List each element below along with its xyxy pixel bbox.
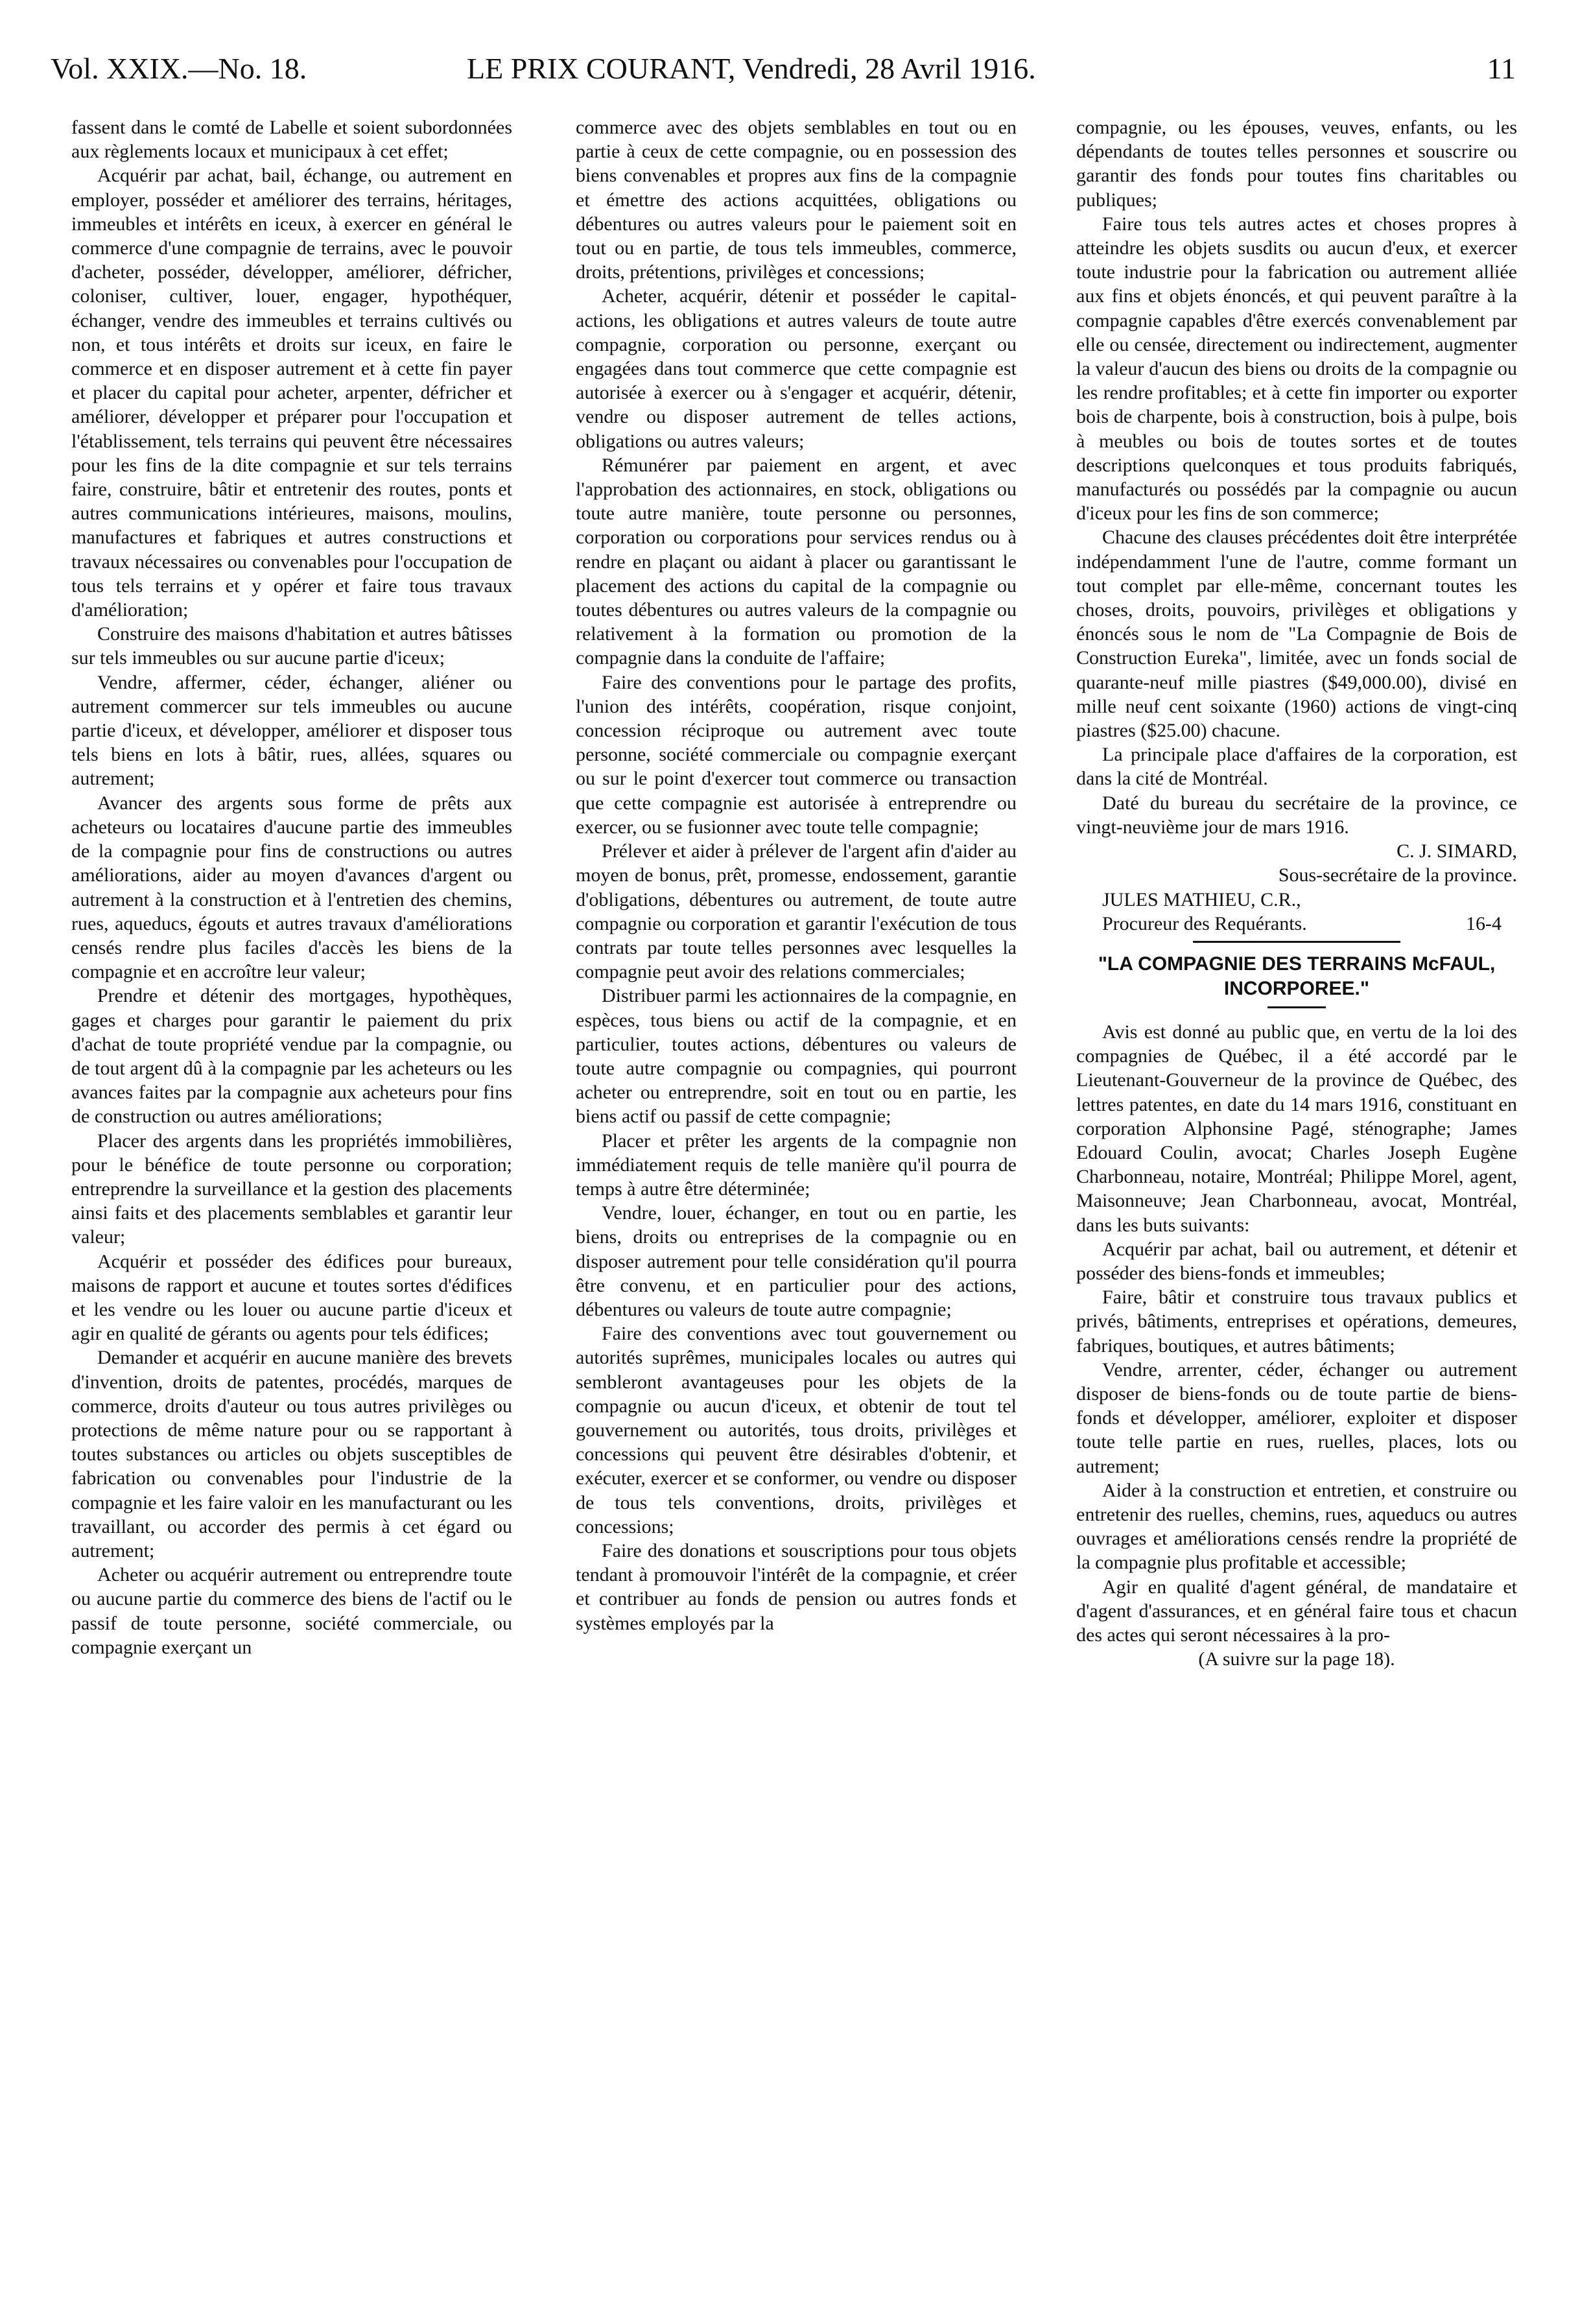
page-number: 11: [1487, 52, 1516, 85]
heading-rule: [1267, 1006, 1326, 1008]
page-header: [51, 43, 1516, 95]
paragraph: Faire, bâtir et construire tous travaux publics et privés, bâtiments, entreprises et opérations, demeures, fabriques, boutiques, et autres bâtiments;: [1076, 1286, 1517, 1357]
column-2: [576, 115, 1017, 1635]
paragraph: Faire des conventions avec tout gouvernement ou autorités suprêmes, municipales locales ou autres qui sembleront avantageuses pour les objets de la compagnie ou aucun d'iceux, et obtenir de tout tel gouvernement ou autorités, tous droits, privilèges et concessions qui peuvent être désirables d'obtenir, et exécuter, exercer et se conformer, ou vendre ou disposer de tous tels conventions, droits, privilèges et concessions;: [576, 1323, 1017, 1537]
paragraph: Rémunérer par paiement en argent, et avec l'approbation des actionnaires, en stock, obligations ou toute autre manière, toute personne ou personnes, corporation ou corporations pour services rendus ou à rendre en plaçant ou aidant à placer ou garantissant le placement des actions du capital de la compagnie ou toutes débentures ou autres valeurs de la compagnie ou relativement à la formation ou promotion de la compagnie dans la conduite de l'affaire;: [576, 454, 1017, 669]
paragraph: Construire des maisons d'habitation et autres bâtisses sur tels immeubles ou sur aucune partie d'iceux;: [71, 623, 512, 669]
paragraph: Acheter ou acquérir autrement ou entreprendre toute ou aucune partie du commerce des biens de l'actif ou le passif de toute personne, société commerciale, ou compagnie exerçant un: [71, 1564, 512, 1658]
paragraph: Placer des argents dans les propriétés immobilières, pour le bénéfice de toute personne ou corporation; entreprendre la surveillance et la gestion des placements ainsi faits et des placements semblables et garantir leur valeur;: [71, 1130, 512, 1248]
paragraph: Daté du bureau du secrétaire de la province, ce vingt-neuvième jour de mars 1916.: [1076, 792, 1517, 838]
procureur-name: JULES MATHIEU, C.R.,: [1102, 888, 1301, 910]
paragraph: commerce avec des objets semblables en tout ou en partie à ceux de cette compagnie, ou en possession des biens convenables et propres aux fins de la compagnie et émettre des actions acquittées, obligations ou débentures ou autres valeurs pour le paiement soit en tout ou en partie, de tous tels immeubles, commerce, droits, prétentions, privilèges et concessions;: [576, 117, 1017, 283]
procureur-title: Procureur des Requérants.: [1102, 912, 1307, 934]
procureur-line: [1076, 912, 1517, 936]
paragraph: Avancer des argents sous forme de prêts aux acheteurs ou locataires d'aucune partie des immeubles de la compagnie pour fins de constructions ou autres améliorations, aider au moyen d'avances d'argent ou autrement à la construction et à l'entretien des chemins, rues, aqueducs, égouts et autres travaux d'améliorations censés rendre plus faciles d'accès les biens de la compagnie et en accroître leur valeur;: [71, 792, 512, 983]
paragraph: Acquérir par achat, bail, échange, ou autrement en employer, posséder et améliorer des terrains, héritages, immeubles et intérêts en iceux, à exercer en général le commerce d'une compagnie de terrains, avec le pouvoir d'acheter, posséder, développer, améliorer, défricher, coloniser, cultiver, louer, engager, hypothéquer, échanger, vendre des immeubles et terrains cultivés ou non, et tous intérêts et droits sur iceux, en faire le commerce et en disposer autrement et à cette fin payer et placer du capital pour acheter, arpenter, défricher et améliorer, développer et préparer pour l'occupation et l'établissement, tels terrains qui peuvent être nécessaires pour les fins de la dite compagnie et sur tels terrains faire, construire, bâtir et entretenir des routes, ponts et autres communications intérieures, maisons, moulins, manufactures et fabriques et autres constructions et travaux nécessaires ou convenables pour l'occupation de tous tels terrains et y opérer et faire tous travaux d'amélioration;: [71, 165, 512, 621]
paragraph: Vendre, affermer, céder, échanger, aliéner ou autrement commercer sur tels immeubles ou aucune partie d'iceux, et développer, améliorer et disposer tous tels biens en lots à bâtir, rues, allées, squares ou autrement;: [71, 671, 512, 790]
continued-note: (A suivre sur la page 18).: [1198, 1648, 1395, 1670]
paragraph: Acquérir par achat, bail ou autrement, et détenir et posséder des biens-fonds et immeubles;: [1076, 1238, 1517, 1284]
paragraph: Vendre, louer, échanger, en tout ou en partie, les biens, droits ou entreprises de la compagnie ou en disposer autrement pour telle considération qu'il pourra être convenu, et en particulier pour des actions, débentures ou valeurs de toute autre compagnie;: [576, 1202, 1017, 1320]
paragraph: Acheter, acquérir, détenir et posséder le capital-actions, les obligations et autres valeurs de toute autre compagnie, corporation ou personne, exerçant ou engagées dans tout commerce que cette compagnie est autorisée à exercer ou à s'engager et acquérir, détenir, vendre ou disposer autrement de telles actions, obligations ou autres valeurs;: [576, 285, 1017, 452]
paragraph: Placer et prêter les argents de la compagnie non immédiatement requis de telle manière qu'il pourra de temps à autre être déterminée;: [576, 1130, 1017, 1200]
paragraph: Faire des donations et souscriptions pour tous objets tendant à promouvoir l'intérêt de la compagnie, et créer et contribuer au fonds de pension ou autres fonds et systèmes employés par la: [576, 1539, 1017, 1634]
paragraph: Chacune des clauses précédentes doit être interprétée indépendamment l'une de l'autre, comme formant un tout complet par elle-même, concernant toutes les choses, droits, pouvoirs, privilèges et obligations y énoncés sous le nom de "La Compagnie de Bois de Construction Eureka", limitée, avec un fonds social de quarante-neuf mille piastres ($49,000.00), divisé en mille neuf cent soixante (1960) actions de vingt-cinq piastres ($25.00) chacune.: [1076, 527, 1517, 742]
paragraph: Distribuer parmi les actionnaires de la compagnie, en espèces, tous biens ou actif de la compagnie, et en particulier, toutes actions, débentures ou valeurs de toute autre compagnie ou compagnies, qui pourront acheter ou entreprendre, soit en tout ou en partie, les biens actif ou passif de cette compagnie;: [576, 985, 1017, 1128]
notice-reference: 16-4: [1466, 912, 1502, 934]
volume-number: Vol. XXIX.—No. 18.: [51, 52, 307, 85]
column-1: [71, 115, 512, 1659]
paragraph: Aider à la construction et entretien, et construire ou entretenir des ruelles, chemins, rues, aqueducs ou autres ouvrages et améliorations censés rendre la propriété de la compagnie plus profitable et accessible;: [1076, 1479, 1517, 1574]
paragraph: La principale place d'affaires de la corporation, est dans la cité de Montréal.: [1076, 744, 1517, 790]
newspaper-title: LE PRIX COURANT, Vendredi, 28 Avril 1916.: [467, 52, 1036, 85]
signature-name: C. J. SIMARD,: [1397, 840, 1517, 862]
paragraph: Vendre, arrenter, céder, échanger ou autrement disposer de biens-fonds ou de toute partie de biens-fonds et développer, améliorer, exploiter et disposer toute telle partie en rues, ruelles, places, lots ou autrement;: [1076, 1358, 1517, 1477]
paragraph: Prendre et détenir des mortgages, hypothèques, gages et charges pour garantir le paiement du prix d'achat de toute propriété vendue par la compagnie, ou de tout argent dû à la compagnie par les acheteurs ou les avances faites par la compagnie aux acheteurs pour fins de construction ou autres améliorations;: [71, 985, 512, 1128]
paragraph: compagnie, ou les épouses, veuves, enfants, ou les dépendants de toutes telles personnes et souscrire ou garantir des fonds pour toutes fins charitables ou publiques;: [1076, 117, 1517, 211]
paragraph: Avis est donné au public que, en vertu de la loi des compagnies de Québec, il a été accordé par le Lieutenant-Gouverneur de la province de Québec, des lettres patentes, en date du 14 mars 1916, constituant en corporation Alphonsine Pagé, sténographe; James Edouard Coulin, avocat; Charles Joseph Eugène Charbonneau, notaire, Montréal; Philippe Morel, agent, Maisonneuve; Jean Charbonneau, avocat, Montréal, dans les buts suivants:: [1076, 1021, 1517, 1236]
paragraph: Agir en qualité d'agent général, de mandataire et d'agent d'assurances, et en général faire tous et chacun des actes qui seront nécessaires à la pro-: [1076, 1576, 1517, 1646]
signature-title: Sous-secrétaire de la province.: [1278, 864, 1517, 886]
column-3: [1076, 115, 1517, 1671]
paragraph: fassent dans le comté de Labelle et soient subordonnées aux règlements locaux et municipaux à cet effet;: [71, 117, 512, 163]
paragraph: Faire des conventions pour le partage des profits, l'union des intérêts, coopération, risque conjoint, concession réciproque ou autrement avec toute personne, société commerciale ou compagnie exerçant ou sur le point d'exercer tout commerce ou transaction que cette compagnie est autorisée à entreprendre ou exercer, ou se fusionner avec toute telle compagnie;: [576, 671, 1017, 838]
paragraph: Acquérir et posséder des édifices pour bureaux, maisons de rapport et aucune et toutes sortes d'édifices et les vendre ou les louer ou aucune partie d'iceux et agir en qualité de gérants ou agents pour tels édifices;: [71, 1250, 512, 1345]
paragraph: Faire tous tels autres actes et choses propres à atteindre les objets susdits ou aucun d'eux, et exercer toute industrie pour la fabrication ou autrement alliée aux fins et objets énoncés, et qui peuvent paraître à la compagnie capables d'être exercés convenablement par elle ou censée, directement ou indirectement, augmenter la valeur d'aucun des biens ou droits de la compagnie ou les rendre profitables; et à cette fin importer ou exporter bois de charpente, bois à construction, bois à pulpe, bois à meubles ou bois de toutes sortes et de toutes descriptions quelconques et tous produits fabriqués, manufacturés ou possédés par la compagnie ou aucun d'iceux pour les fins de son commerce;: [1076, 213, 1517, 525]
notice-heading: "LA COMPAGNIE DES TERRAINS McFAUL, INCORPOREE.": [1098, 953, 1496, 999]
paragraph: Demander et acquérir en aucune manière des brevets d'invention, droits de patentes, procédés, marques de commerce, droits d'auteur ou tous autres privilèges ou protections de même nature pour ou se rapportant à toutes substances ou articles ou objets susceptibles de fabrication ou convenables pour l'industrie de la compagnie et les faire valoir en les manufacturant ou les travaillant, ou accorder des permis à cet égard ou autrement;: [71, 1347, 512, 1561]
separator-rule: [1193, 941, 1400, 943]
paragraph: Prélever et aider à prélever de l'argent afin d'aider au moyen de bonus, prêt, promesse, endossement, garantie d'obligations, débentures ou autrement, de toute autre compagnie ou corporation et garantir l'exécution de tous contrats par toute telles personnes avec lesquelles la compagnie peut avoir des relations commerciales;: [576, 840, 1017, 983]
